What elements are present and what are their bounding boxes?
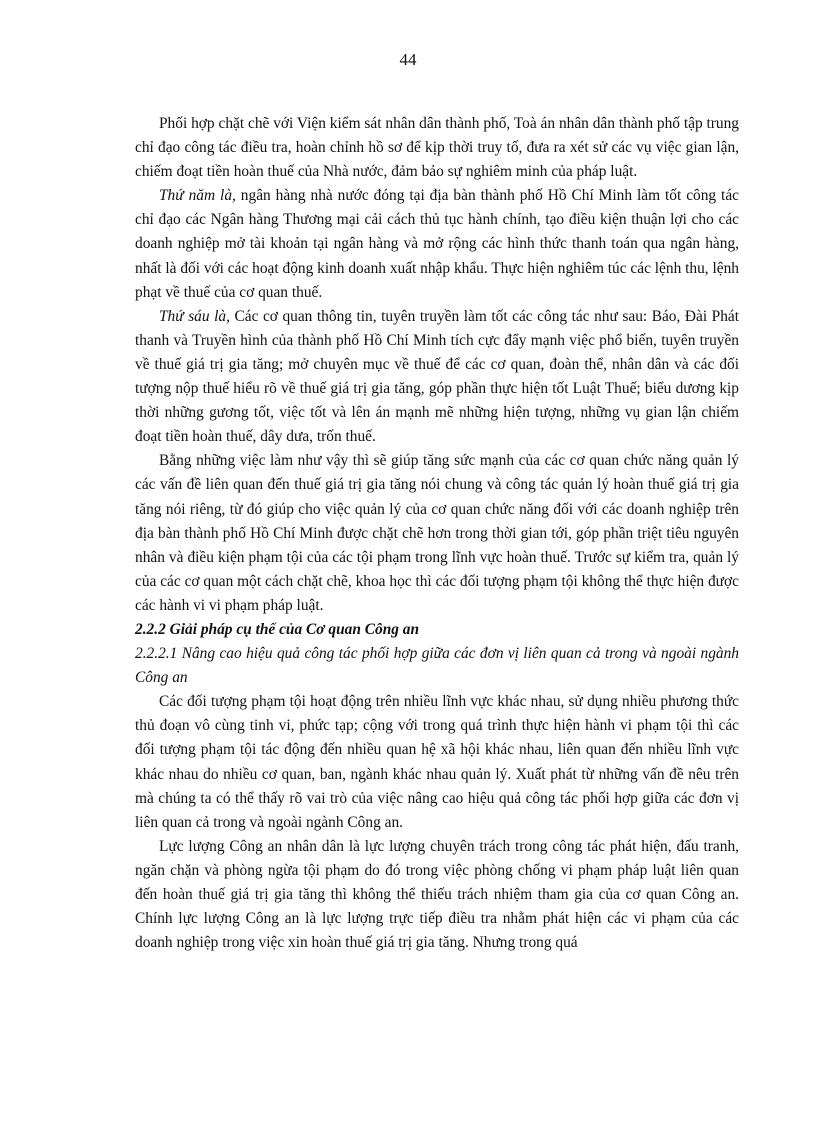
paragraph-text: Bằng những việc làm như vậy thì sẽ giúp tăng sức mạnh của các cơ quan chức năng quản lý các vấn đề liên quan đến thuế giá trị gia tăng nói chung và công tác quản lý hoàn thuế giá trị gia tăng nói riêng, từ đó giúp cho việc quản lý của cơ quan chức năng đối với các doanh nghiệp trên địa bàn thành phố Hồ Chí Minh được chặt chẽ hơn trong thời gian tới, góp phần triệt tiêu nguyên nhân và điều kiện phạm tội của các tội phạm trong lĩnh vực hoàn thuế. Trước sự kiểm tra, quản lý của các cơ quan một cách chặt chẽ, khoa học thì các đối tượng phạm tội không thể thực hiện được các hành vi vi phạm pháp luật. [135, 452, 739, 614]
paragraph-lead: Thứ năm là, [159, 187, 236, 205]
paragraph-text: ngân hàng nhà nước đóng tại địa bàn thành phố Hồ Chí Minh làm tốt công tác chỉ đạo các Ngân hàng Thương mại cải cách thủ tục hành chính, tạo điều kiện thuận lợi cho các doanh nghiệp mở tài khoản tại ngân hàng và mở rộng các hình thức thanh toán qua ngân hàng, nhất là đối với các hoạt động kinh doanh xuất nhập khẩu. Thực hiện nghiêm túc các lệnh thu, lệnh phạt về thuế của cơ quan thuế. [135, 187, 739, 301]
paragraph-lead: Thứ sáu là, [159, 307, 230, 325]
paragraph-text: Các cơ quan thông tin, tuyên truyền làm tốt các công tác như sau: Báo, Đài Phát thanh và Truyền hình của thành phố Hồ Chí Minh tích cực đẩy mạnh việc phổ biến, tuyên truyền về thuế giá trị gia tăng; mở chuyên mục về thuế để các cơ quan, đoàn thể, nhân dân và các đối tượng nộp thuế hiểu rõ về thuế giá trị gia tăng, góp phần thực hiện tốt Luật Thuế; biểu dương kịp thời những gương tốt, việc tốt và lên án mạnh mẽ những hiện tượng, những vụ gian lận chiếm đoạt tiền hoàn thuế, dây dưa, trốn thuế. [135, 307, 740, 446]
section-heading: 2.2.2 Giải pháp cụ thể của Cơ quan Công an [135, 620, 420, 638]
paragraph: Các đối tượng phạm tội hoạt động trên nhiều lĩnh vực khác nhau, sử dụng nhiều phương thức thủ đoạn vô cùng tinh vi, phức tạp; cộng với trong quá trình thực hiện hành vi phạm tội thì các đối tượng phạm tội tác động đến nhiều quan hệ xã hội khác nhau, liên quan đến nhiều lĩnh vực khác nhau do nhiều cơ quan, ban, ngành khác nhau quản lý. Xuất phát từ những vấn đề nêu trên mà chúng ta có thể thấy rõ vai trò của việc nâng cao hiệu quả công tác phối hợp giữa các đơn vị liên quan cả trong và ngoài ngành Công an. [135, 693, 739, 831]
paragraph-text: Phối hợp chặt chẽ với Viện kiểm sát nhân dân thành phố, Toà án nhân dân thành phố tập trung chỉ đạo công tác điều tra, hoàn chỉnh hồ sơ để kịp thời truy tố, đưa ra xét sử các vụ việc gian lận, chiếm đoạt tiền hoàn thuế của Nhà nước, đảm bảo sự nghiêm minh của pháp luật. [135, 115, 739, 181]
section-subheading: 2.2.2.1 Nâng cao hiệu quả công tác phối hợp giữa các đơn vị liên quan cả trong và ngoài ngành Công an [135, 645, 739, 687]
paragraph [135, 449, 739, 618]
paragraph [135, 112, 739, 184]
page-number: 44 [399, 50, 417, 69]
paragraph: Lực lượng Công an nhân dân là lực lượng chuyên trách trong công tác phát hiện, đấu tranh, ngăn chặn và phòng ngừa tội phạm do đó trong việc phòng chống vi phạm pháp luật liên quan đến hoàn thuế giá trị gia tăng thì không thể thiếu trách nhiệm tham gia của cơ quan Công an. Chính lực lượng Công an là lực lượng trực tiếp điều tra nhằm phát hiện các vi phạm của các doanh nghiệp trong việc xin hoàn thuế giá trị gia tăng. Nhưng trong quá [135, 837, 739, 952]
page-body [135, 112, 739, 955]
paragraph [135, 305, 739, 450]
paragraph [135, 184, 739, 304]
